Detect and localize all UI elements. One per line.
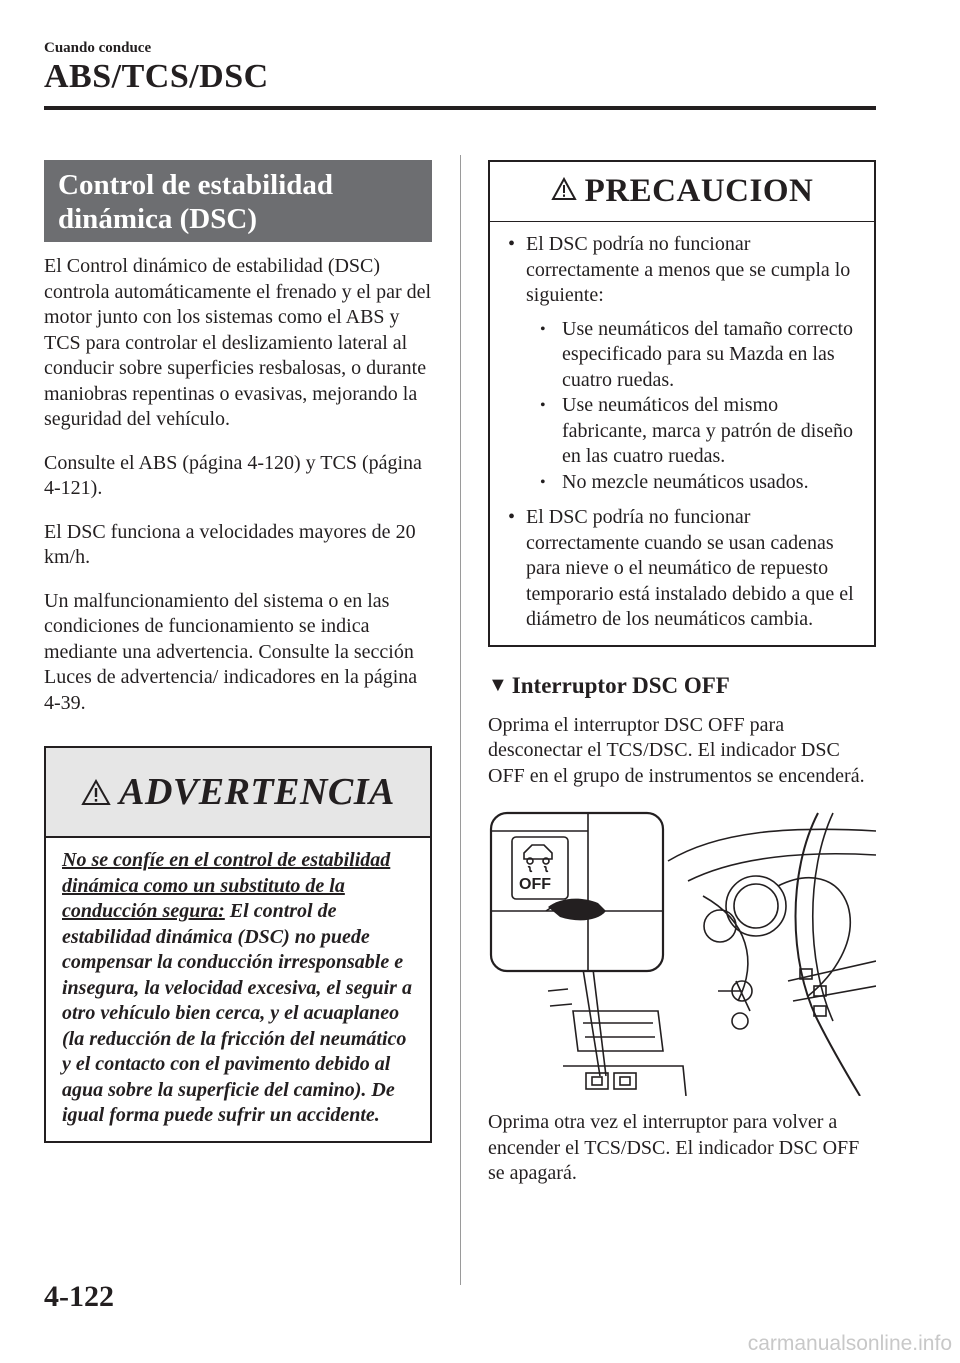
paragraph: Un malfuncionamiento del sistema o en las condiciones de funcionamiento se indica mediante una advertencia. Consulte la sección Luces de advertencia/ indicadores en la página 4-39. <box>44 589 418 714</box>
caution-title: PRECAUCION <box>584 173 814 209</box>
caution-sub-list <box>536 317 864 496</box>
caution-sub-item <box>536 470 864 496</box>
bullet-icon: • <box>508 506 516 528</box>
warning-title: ADVERTENCIA <box>119 771 395 813</box>
warning-box <box>44 746 432 1143</box>
caution-sub-item <box>536 393 864 470</box>
caution-body <box>490 222 874 645</box>
caution-bullet-text: El DSC podría no funcionar correctamente a menos que se cumpla lo siguiente: <box>526 233 851 306</box>
subsection-title <box>488 673 876 699</box>
section-title: Control de estabilidad dinámica (DSC) <box>44 160 432 242</box>
paragraph: El DSC funciona a velocidades mayores de 20 km/h. <box>44 520 416 568</box>
triangle-down-icon: ▼ <box>488 674 508 696</box>
caution-sub-item-text: Use neumáticos del mismo fabricante, marca y patrón de diseño en las cuatro ruedas. <box>562 394 853 467</box>
column-divider <box>460 155 461 1285</box>
paragraph: Oprima otra vez el interruptor para volver a encender el TCS/DSC. El indicador DSC OFF se apagará. <box>488 1111 860 1184</box>
left-body <box>44 254 432 716</box>
paragraph: El Control dinámico de estabilidad (DSC) controla automáticamente el frenado y el par del motor junto con los sistemas como el ABS y TCS para controlar el deslizamiento lateral al conducir sobre superficies resbalosas, o durante maniobras repentinas o evasivas, mejorando la seguridad del vehículo. <box>44 255 432 430</box>
dsc-off-switch-illustration <box>488 811 876 1096</box>
caution-bullet <box>506 232 864 495</box>
sub-bullet-icon: • <box>540 397 546 414</box>
sub-bullet-icon: • <box>540 320 546 338</box>
warning-body <box>46 838 430 1141</box>
chapter-title: ABS/TCS/DSC <box>44 58 269 95</box>
caution-box <box>488 160 876 647</box>
caution-sub-item-text: Use neumáticos del tamaño correcto especificado para su Mazda en las cuatro ruedas. <box>562 317 853 391</box>
caution-sub-item-text: No mezcle neumáticos usados. <box>562 470 809 493</box>
right-column <box>488 160 876 1187</box>
warning-text: El control de estabilidad dinámica (DSC) no puede compensar la conducción irresponsable e insegura, la velocidad excesiva, el seguir a otro vehículo bien cerca, y el acuaplaneo (la reducción de la fricción del neumático y el contacto con el pavimento debido al agua sobre la superficie del camino). De igual forma puede sufrir un accidente. <box>62 900 412 1126</box>
bullet-icon: • <box>508 233 516 255</box>
warning-header <box>46 748 430 838</box>
figure-off-label: OFF <box>519 876 551 893</box>
warning-triangle-icon <box>81 779 111 806</box>
header-rule <box>44 106 876 110</box>
caution-bullet <box>506 505 864 633</box>
paragraph: Consulte el ABS (página 4-120) y TCS (página 4-121). <box>44 451 422 499</box>
caution-sub-item <box>536 317 864 394</box>
subsection-title-text: Interruptor DSC OFF <box>511 672 730 698</box>
caution-bullet-text: El DSC podría no funcionar correctamente cuando se usan cadenas para nieve o el neumático de repuesto temporario está instalado debido a que el diámetro de los neumáticos cambia. <box>526 506 854 630</box>
page-number: 4-122 <box>44 1280 114 1313</box>
warning-underlined-text: No se confíe en el control de estabilidad dinámica como un substituto de la conducción segura: <box>62 849 391 922</box>
paragraph: Oprima el interruptor DSC OFF para desconectar el TCS/DSC. El indicador DSC OFF en el grupo de instrumentos se encenderá. <box>488 713 865 787</box>
left-column <box>44 160 432 1143</box>
sub-bullet-icon: • <box>540 473 546 491</box>
caution-triangle-icon <box>551 177 577 206</box>
watermark: carmanualsonline.info <box>747 1332 952 1355</box>
running-head: Cuando conduce <box>44 40 152 56</box>
caution-header <box>490 162 874 222</box>
